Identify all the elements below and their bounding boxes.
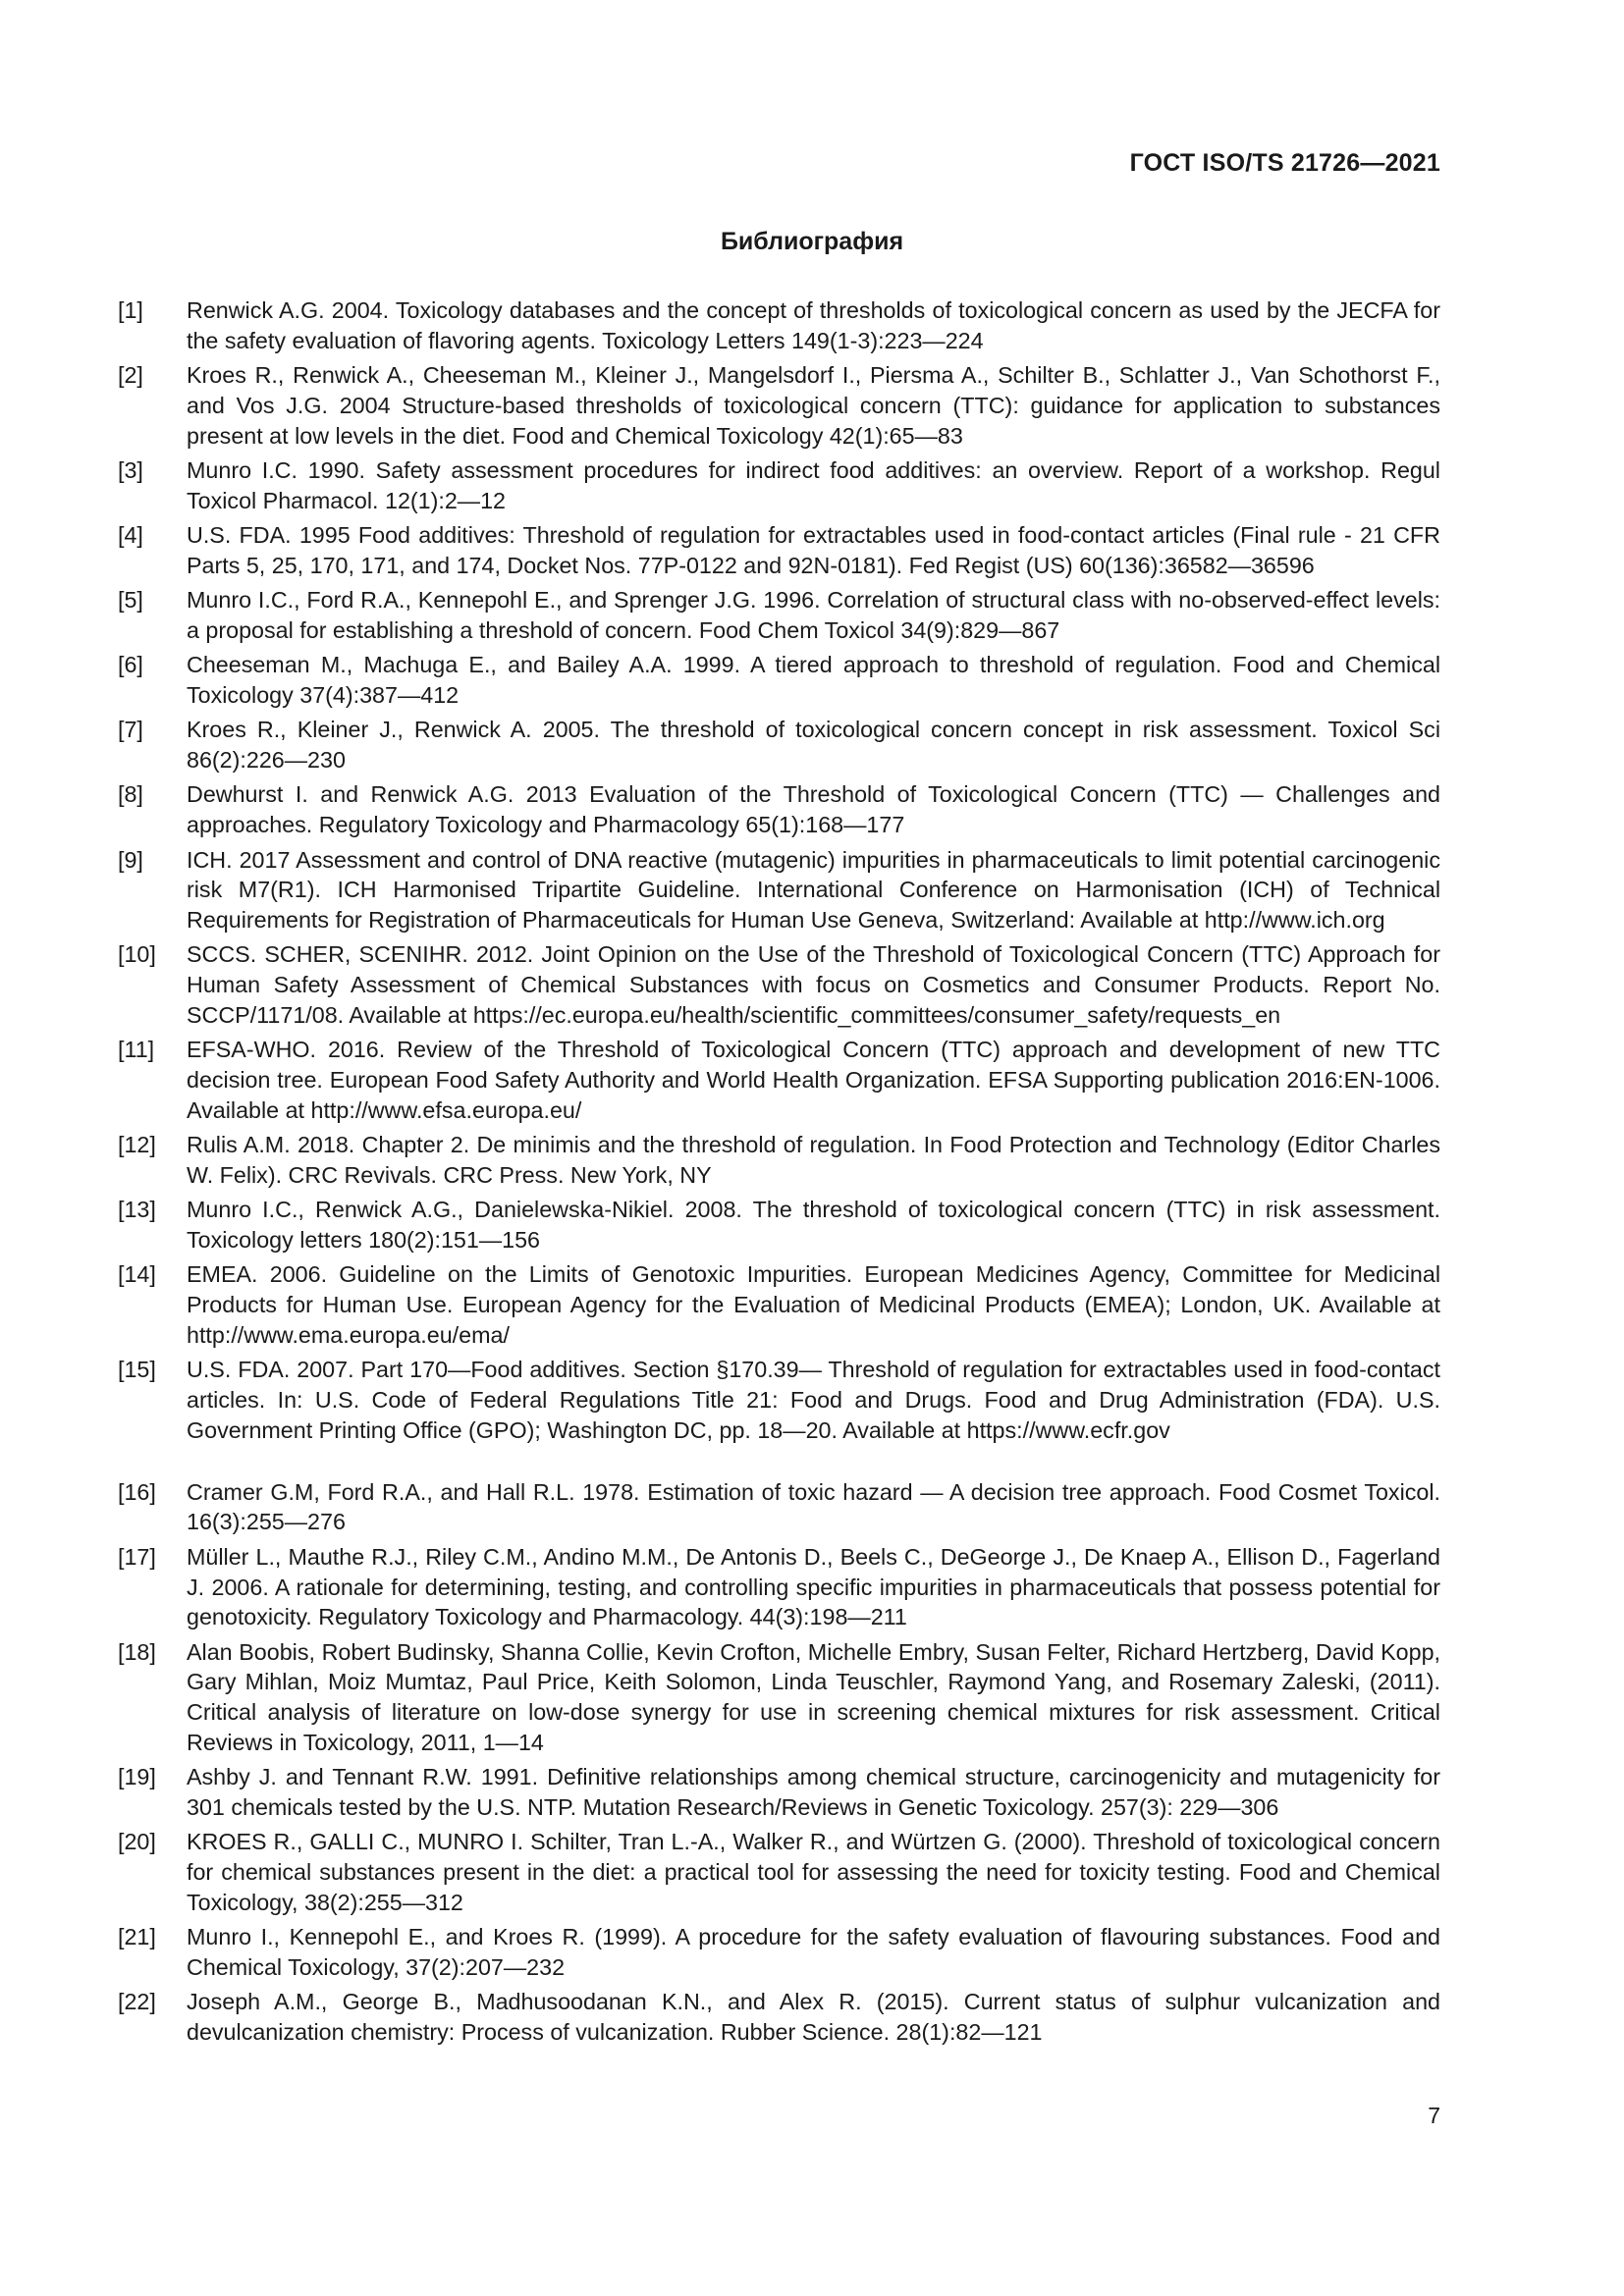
reference-text: U.S. FDA. 1995 Food additives: Threshold of regulation for extractables used in food-contact articles (Final rule - 21 CFR Parts 5, 25, 170, 171, and 174, Docket Nos. 77P-0122 and 92N-0181). Fed Regist (US) 60(136):36582—36596 (187, 522, 1440, 578)
reference-item-10 (118, 939, 1440, 1030)
reference-number: [19] (118, 1764, 156, 1790)
reference-text: EMEA. 2006. Guideline on the Limits of Genotoxic Impurities. European Medicines Agency, Committee for Medicinal Products for Human Use. European Agency for the Evaluation of Medicinal Products (EMEA); London, UK. Available at http://www.ema.europa.eu/ema/ (187, 1261, 1440, 1348)
reference-item-17 (118, 1542, 1440, 1632)
reference-item-1 (118, 295, 1440, 356)
reference-item-8 (118, 779, 1440, 840)
reference-text: Ashby J. and Tennant R.W. 1991. Definitive relationships among chemical structure, carcinogenicity and mutagenicity for 301 chemicals tested by the U.S. NTP. Mutation Research/Reviews in Genetic Toxicology. 257(3): 229—306 (187, 1764, 1440, 1821)
reference-number: [17] (118, 1543, 156, 1570)
reference-text: Rulis A.M. 2018. Chapter 2. De minimis and the threshold of regulation. In Food Protection and Technology (Editor Charles W. Felix). CRC Revivals. CRC Press. New York, NY (187, 1132, 1440, 1189)
reference-text: Joseph A.M., George B., Madhusoodanan K.N., and Alex R. (2015). Current status of sulphur vulcanization and devulcanization chemistry: Process of vulcanization. Rubber Science. 28(1):82—121 (187, 1989, 1440, 2046)
reference-number: [4] (118, 522, 143, 549)
reference-text: Munro I.C., Renwick A.G., Danielewska-Nikiel. 2008. The threshold of toxicological concern (TTC) in risk assessment. Toxicology letters 180(2):151—156 (187, 1197, 1440, 1254)
reference-item-3 (118, 455, 1440, 516)
reference-text: ICH. 2017 Assessment and control of DNA reactive (mutagenic) impurities in pharmaceuticals to limit potential carcinogenic risk M7(R1). ICH Harmonised Tripartite Guideline. International Conference on Harmonisation (ICH) of Technical Requirements for Registration of Pharmaceuticals for Human Use Geneva, Switzerland: Available at http://www.ich.org (187, 846, 1440, 934)
reference-number: [14] (118, 1261, 156, 1288)
reference-number: [7] (118, 717, 143, 743)
reference-item-21 (118, 1922, 1440, 1983)
reference-text: Munro I.C., Ford R.A., Kennepohl E., and Sprenger J.G. 1996. Correlation of structural class with no-observed-effect levels: a proposal for establishing a threshold of concern. Food Chem Toxicol 34(9):829—867 (187, 587, 1440, 643)
reference-number: [22] (118, 1989, 156, 2015)
reference-text: Müller L., Mauthe R.J., Riley C.M., Andino M.M., De Antonis D., Beels C., DeGeorge J., De Knaep A., Ellison D., Fagerland J. 2006. A rationale for determining, testing, and controlling specific impurities in pharmaceuticals that possess potential for genotoxicity. Regulatory Toxicology and Pharmacology. 44(3):198—211 (187, 1543, 1440, 1630)
reference-number: [9] (118, 846, 143, 873)
reference-item-20 (118, 1827, 1440, 1917)
reference-text: Munro I.C. 1990. Safety assessment procedures for indirect food additives: an overview. Report of a workshop. Regul Toxicol Pharmacol. 12(1):2—12 (187, 456, 1440, 513)
reference-item-7 (118, 715, 1440, 775)
reference-item-9 (118, 845, 1440, 935)
reference-item-12 (118, 1130, 1440, 1191)
reference-item-14 (118, 1259, 1440, 1350)
reference-text: Alan Boobis, Robert Budinsky, Shanna Collie, Kevin Crofton, Michelle Embry, Susan Felter, Richard Hertzberg, David Kopp, Gary Mihlan, Moiz Mumtaz, Paul Price, Keith Solomon, Linda Teuschler, Raymond Yang, and Rosemary Zaleski, (2011). Critical analysis of literature on low-dose synergy for use in screening chemical mixtures for risk assessment. Critical Reviews in Toxicology, 2011, 1—14 (187, 1638, 1440, 1756)
reference-text: EFSA-WHO. 2016. Review of the Threshold of Toxicological Concern (TTC) approach and development of new TTC decision tree. European Food Safety Authority and World Health Organization. EFSA Supporting publication 2016:EN-1006. Available at http://www.efsa.europa.eu/ (187, 1037, 1440, 1123)
reference-item-22 (118, 1987, 1440, 2048)
reference-number: [8] (118, 781, 143, 808)
reference-item-2 (118, 360, 1440, 451)
reference-number: [13] (118, 1197, 156, 1223)
bibliography-title: Библиография (720, 228, 904, 255)
reference-text: Kroes R., Kleiner J., Renwick A. 2005. The threshold of toxicological concern concept in risk assessment. Toxicol Sci 86(2):226—230 (187, 717, 1440, 774)
reference-number: [10] (118, 941, 156, 968)
reference-number: [12] (118, 1132, 156, 1158)
reference-item-19 (118, 1762, 1440, 1823)
reference-text: Dewhurst I. and Renwick A.G. 2013 Evaluation of the Threshold of Toxicological Concern (TTC) — Challenges and approaches. Regulatory Toxicology and Pharmacology 65(1):168—177 (187, 781, 1440, 838)
reference-item-11 (118, 1035, 1440, 1125)
reference-text: Munro I., Kennepohl E., and Kroes R. (1999). A procedure for the safety evaluation of flavouring substances. Food and Chemical Toxicology, 37(2):207—232 (187, 1924, 1440, 1981)
reference-number: [15] (118, 1357, 156, 1383)
reference-number: [18] (118, 1638, 156, 1665)
reference-number: [5] (118, 587, 143, 614)
reference-number: [20] (118, 1829, 156, 1855)
page-number: 7 (1428, 2103, 1440, 2128)
reference-text: KROES R., GALLI C., MUNRO I. Schilter, Tran L.-A., Walker R., and Würtzen G. (2000). Threshold of toxicological concern for chemical substances present in the diet: a practical tool for assessing the need for toxicity testing. Food and Chemical Toxicology, 38(2):255—312 (187, 1829, 1440, 1916)
reference-text: Cheeseman M., Machuga E., and Bailey A.A. 1999. A tiered approach to threshold of regulation. Food and Chemical Toxicology 37(4):387—412 (187, 652, 1440, 709)
reference-item-16 (118, 1477, 1440, 1538)
reference-text: Kroes R., Renwick A., Cheeseman M., Kleiner J., Mangelsdorf I., Piersma A., Schilter B., Schlatter J., Van Schothorst F., and Vos J.G. 2004 Structure-based thresholds of toxicological concern (TTC): guidance for application to substances present at low levels in the diet. Food and Chemical Toxicology 42(1):65—83 (187, 362, 1440, 449)
reference-item-6 (118, 650, 1440, 711)
reference-number: [2] (118, 362, 143, 389)
reference-item-5 (118, 585, 1440, 646)
reference-number: [16] (118, 1478, 156, 1505)
reference-text: Cramer G.M, Ford R.A., and Hall R.L. 1978. Estimation of toxic hazard — A decision tree approach. Food Cosmet Toxicol. 16(3):255—276 (187, 1478, 1440, 1535)
reference-number: [6] (118, 652, 143, 678)
reference-number: [1] (118, 297, 143, 323)
reference-number: [3] (118, 456, 143, 483)
reference-list (118, 295, 1440, 2053)
reference-item-18 (118, 1637, 1440, 1758)
reference-number: [11] (118, 1037, 155, 1063)
reference-item-15 (118, 1355, 1440, 1445)
reference-number: [21] (118, 1924, 156, 1950)
document-standard-id: ГОСТ ISO/TS 21726—2021 (1129, 149, 1440, 177)
reference-text: U.S. FDA. 2007. Part 170—Food additives. Section §170.39— Threshold of regulation for extractables used in food-contact articles. In: U.S. Code of Federal Regulations Title 21: Food and Drugs. Food and Drug Administration (FDA). U.S. Government Printing Office (GPO); Washington DC, pp. 18—20. Available at https://www.ecfr.gov (187, 1357, 1440, 1443)
reference-text: Renwick A.G. 2004. Toxicology databases and the concept of thresholds of toxicological concern as used by the JECFA for the safety evaluation of flavoring agents. Toxicology Letters 149(1-3):223—224 (187, 297, 1440, 353)
reference-item-13 (118, 1195, 1440, 1255)
reference-item-4 (118, 520, 1440, 581)
reference-text: SCCS. SCHER, SCENIHR. 2012. Joint Opinion on the Use of the Threshold of Toxicological Concern (TTC) Approach for Human Safety Assessment of Chemical Substances with focus on Cosmetics and Consumer Products. Report No. SCCP/1171/08. Available at https://ec.europa.eu/health/scientific_committees/consumer_safety/requests_en (187, 941, 1440, 1029)
